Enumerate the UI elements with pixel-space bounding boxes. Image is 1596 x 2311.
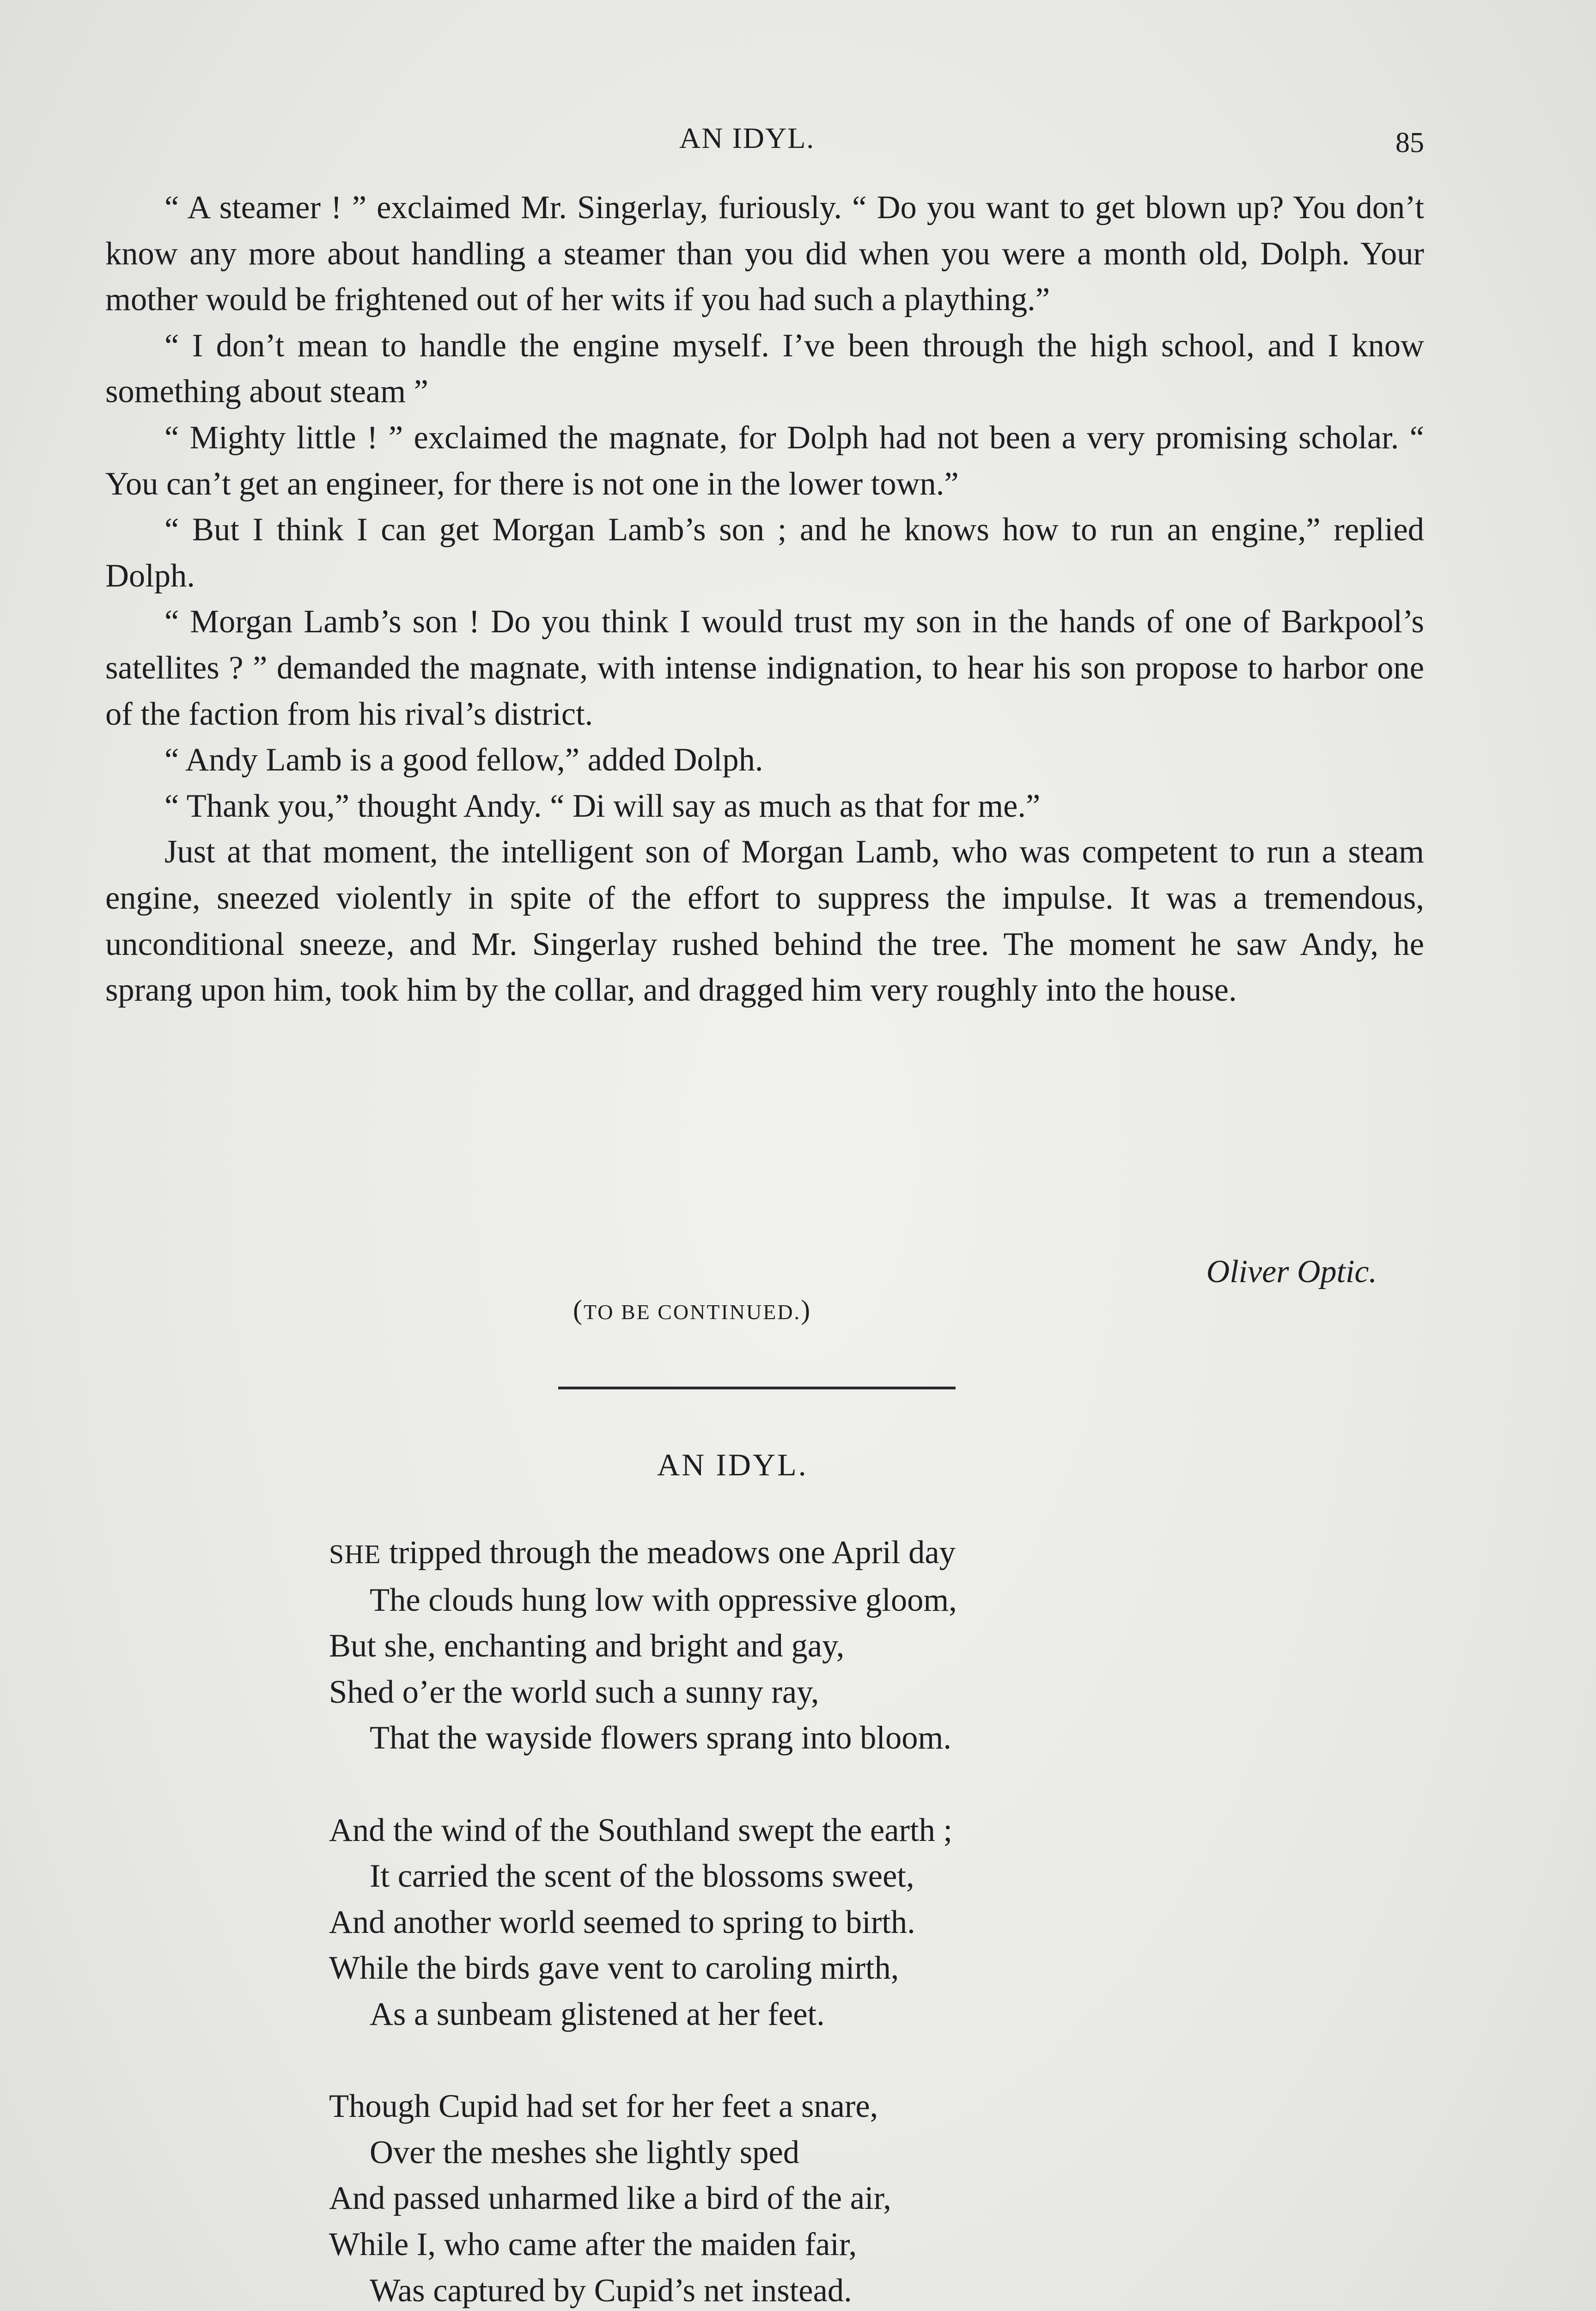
poem-line: Though Cupid had set for her feet a snare, (329, 2088, 878, 2125)
story-body (105, 185, 1424, 1014)
poem-body (329, 1530, 1299, 2311)
story-paragraph: “ Mighty little ! ” exclaimed the magnate, for Dolph had not been a very promising scholar. “ You can’t get an engineer, for there is not one in the lower town.” (105, 419, 1424, 502)
continued-close-paren: ) (801, 1295, 812, 1325)
continued-open-paren: ( (573, 1295, 584, 1325)
to-be-continued-note (573, 1294, 811, 1326)
story-paragraph: “ I don’t mean to handle the engine myself. I’ve been through the high school, and I know something about steam ” (105, 327, 1424, 410)
story-paragraph: “ A steamer ! ” exclaimed Mr. Singerlay, furiously. “ Do you want to get blown up? You don’t know any more about handling a steamer than you did when you were a month old, Dolph. Your mother would be frightened out of her wits if you had such a plaything.” (105, 190, 1424, 318)
poem-line: And the wind of the Southland swept the earth ; (329, 1812, 953, 1848)
poem-drop-word: SHE (329, 1539, 381, 1569)
running-title: AN IDYL. (679, 122, 815, 154)
poem-stanza (329, 2084, 1299, 2311)
poem-line: Was captured by Cupid’s net instead. (370, 2272, 852, 2309)
story-paragraph: “ But I think I can get Morgan Lamb’s son ; and he knows how to run an engine,” replied Dolph. (105, 512, 1424, 594)
poem-line: While the birds gave vent to caroling mirth, (329, 1950, 899, 1987)
section-divider (558, 1387, 956, 1389)
poem-line: But she, enchanting and bright and gay, (329, 1628, 845, 1664)
story-paragraph: “ Thank you,” thought Andy. “ Di will say as much as that for me.” (164, 788, 1041, 824)
poem-line: The clouds hung low with oppressive gloom, (370, 1582, 957, 1618)
story-paragraph: “ Andy Lamb is a good fellow,” added Dolph. (164, 742, 763, 778)
poem-stanza (329, 1808, 1299, 2038)
story-paragraph: “ Morgan Lamb’s son ! Do you think I would trust my son in the hands of one of Barkpool’s satellites ? ” demanded the magnate, with intense indignation, to hear his son propose to harbor one of the faction from his rival’s district. (105, 604, 1424, 732)
poem-line: Shed o’er the world such a sunny ray, (329, 1674, 819, 1710)
running-header (0, 121, 1596, 158)
page-number: 85 (1395, 127, 1424, 159)
poem-stanza (329, 1530, 1299, 1761)
continued-text: TO BE CONTINUED. (583, 1300, 801, 1324)
story-paragraph: Just at that moment, the intelligent son of Morgan Lamb, who was competent to run a steam engine, sneezed violently in spite of the effort to suppress the impulse. It was a tremendous, unconditional sneeze, and Mr. Singerlay rushed behind the tree. The moment he saw Andy, he sprang upon him, took him by the collar, and dragged him very roughly into the house. (105, 834, 1424, 1009)
poem-line-text: tripped through the meadows one April day (381, 1535, 956, 1571)
poem-line: And passed unharmed like a bird of the air, (329, 2180, 891, 2217)
poem-line: As a sunbeam glistened at her feet. (370, 1996, 825, 2032)
poem-line: While I, who came after the maiden fair, (329, 2226, 857, 2262)
poem-line: That the wayside flowers sprang into bloom. (370, 1720, 951, 1756)
story-author-signature: Oliver Optic. (1206, 1254, 1377, 1290)
poem-line: Over the meshes she lightly sped (370, 2134, 800, 2170)
poem-line (329, 1530, 1299, 1577)
poem-line: And another world seemed to spring to birth. (329, 1904, 915, 1940)
poem-line: It carried the scent of the blossoms sweet, (370, 1858, 914, 1895)
poem-title: AN IDYL. (657, 1447, 808, 1482)
